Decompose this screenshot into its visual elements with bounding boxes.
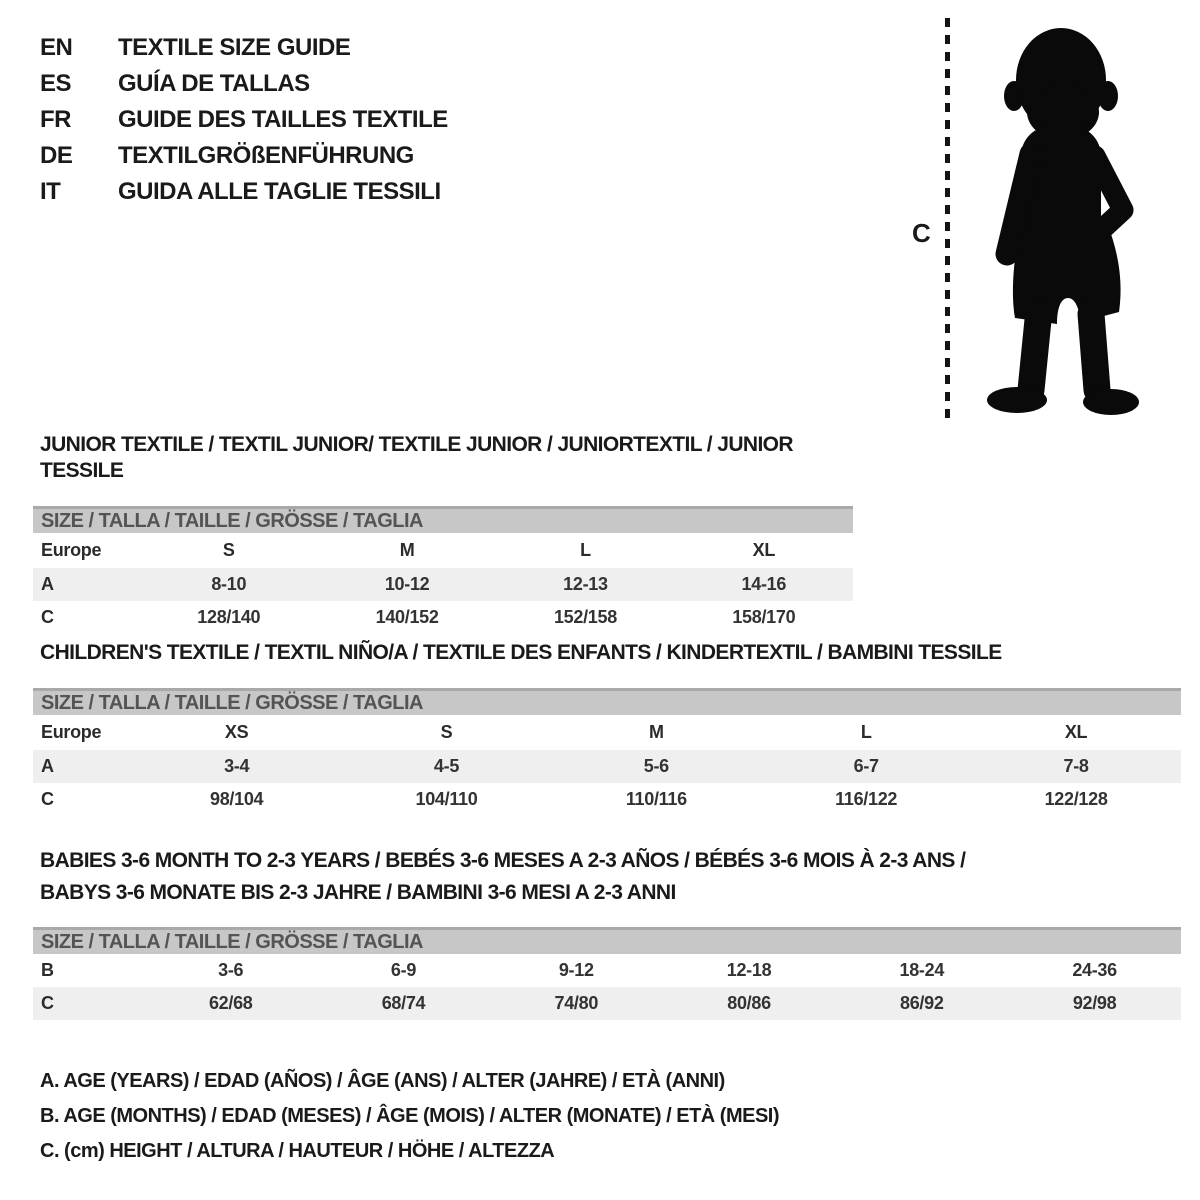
size-cell: 6-9 <box>390 960 417 980</box>
size-table <box>33 533 853 634</box>
section-title <box>40 845 1181 909</box>
size-cell: 110/116 <box>625 789 687 809</box>
row-label: C <box>41 789 54 809</box>
language-row <box>40 66 448 102</box>
toddler-silhouette-icon <box>973 14 1145 418</box>
measure-label-c: C <box>912 218 931 248</box>
height-measure-dashed-line <box>945 18 950 418</box>
size-cell: 122/128 <box>1044 789 1108 809</box>
language-code: ES <box>40 70 72 97</box>
size-cell: 24-36 <box>1072 960 1117 980</box>
size-cell: 68/74 <box>381 993 426 1013</box>
language-row <box>40 30 448 66</box>
size-column-header: XL <box>1064 722 1088 742</box>
section-title-line: CHILDREN'S TEXTILE / TEXTIL NIÑO/A / TEXTILE DES ENFANTS / KINDERTEXTIL / BAMBINI TESSILE <box>40 641 1002 664</box>
row-label: C <box>41 993 54 1013</box>
size-guide-title: TEXTILE SIZE GUIDE <box>118 34 351 61</box>
size-cell: 8-10 <box>211 574 247 594</box>
size-header-label: SIZE / TALLA / TAILLE / GRÖSSE / TAGLIA <box>41 509 423 532</box>
size-column-header: S <box>222 540 235 560</box>
size-cell: 86/92 <box>900 993 944 1013</box>
size-column-header: XS <box>224 722 249 742</box>
region-label: Europe <box>41 722 102 742</box>
size-column-header: L <box>860 722 872 742</box>
language-row <box>40 174 448 210</box>
size-header-label: SIZE / TALLA / TAILLE / GRÖSSE / TAGLIA <box>41 691 423 714</box>
size-header-bar <box>33 688 1181 715</box>
size-cell: 104/110 <box>415 789 478 809</box>
size-guide-title: GUIDA ALLE TAGLIE TESSILI <box>118 178 441 205</box>
size-table <box>33 954 1181 1020</box>
size-section <box>33 640 1181 816</box>
row-label: A <box>41 574 54 594</box>
table-header-row <box>33 715 1181 750</box>
legend-block <box>40 1064 779 1169</box>
legend-line: C. (cm) HEIGHT / ALTURA / HAUTEUR / HÖHE / ALTEZZA <box>40 1140 555 1162</box>
size-section <box>33 432 853 634</box>
size-cell: 9-12 <box>558 960 594 980</box>
language-row <box>40 138 448 174</box>
size-column-header: L <box>580 540 591 560</box>
language-code: IT <box>40 178 61 205</box>
table-header-row <box>33 533 853 568</box>
size-cell: 62/68 <box>208 993 253 1013</box>
size-cell: 158/170 <box>732 607 796 627</box>
region-label: Europe <box>41 540 102 560</box>
size-cell: 14-16 <box>741 574 787 594</box>
table-row <box>33 750 1181 783</box>
size-header-bar <box>33 506 853 533</box>
size-cell: 12-13 <box>563 574 608 594</box>
size-column-header: M <box>648 722 664 742</box>
size-cell: 116/122 <box>835 789 898 809</box>
size-column-header: XL <box>752 540 776 560</box>
size-cell: 152/158 <box>553 607 617 627</box>
size-cell: 18-24 <box>899 960 945 980</box>
size-cell: 12-18 <box>726 960 772 980</box>
legend-line: A. AGE (YEARS) / EDAD (AÑOS) / ÂGE (ANS) / ALTER (JAHRE) / ETÀ (ANNI) <box>40 1070 725 1092</box>
section-title-line: BABYS 3-6 MONATE BIS 2-3 JAHRE / BAMBINI 3-6 MESI A 2-3 ANNI <box>40 881 676 904</box>
table-row <box>33 954 1181 987</box>
size-cell: 5-6 <box>643 756 669 776</box>
language-code: FR <box>40 106 71 133</box>
section-title <box>40 432 853 484</box>
size-cell: 6-7 <box>853 756 879 776</box>
language-row <box>40 102 448 138</box>
size-guide-title: TEXTILGRÖßENFÜHRUNG <box>118 142 414 169</box>
size-cell: 80/86 <box>727 993 771 1013</box>
size-cell: 92/98 <box>1072 993 1117 1013</box>
language-code: DE <box>40 142 73 169</box>
language-code: EN <box>40 34 73 61</box>
size-cell: 10-12 <box>384 574 430 594</box>
size-cell: 74/80 <box>554 993 599 1013</box>
size-cell: 3-4 <box>224 756 250 776</box>
table-row <box>33 601 853 634</box>
size-column-header: S <box>440 722 453 742</box>
size-cell: 98/104 <box>210 789 264 809</box>
row-label: A <box>41 756 54 776</box>
table-row <box>33 987 1181 1020</box>
section-title-line: JUNIOR TEXTILE / TEXTIL JUNIOR/ TEXTILE JUNIOR / JUNIORTEXTIL / JUNIOR TESSILE <box>40 433 793 482</box>
size-table <box>33 715 1181 816</box>
size-cell: 7-8 <box>1063 756 1089 776</box>
size-guide-title: GUIDE DES TAILLES TEXTILE <box>118 106 448 133</box>
section-title <box>40 640 1181 666</box>
row-label: B <box>41 960 54 980</box>
size-section <box>33 845 1181 1020</box>
legend-line: B. AGE (MONTHS) / EDAD (MESES) / ÂGE (MOIS) / ALTER (MONATE) / ETÀ (MESI) <box>40 1105 780 1127</box>
size-header-bar <box>33 927 1181 954</box>
size-cell: 140/152 <box>375 607 439 627</box>
size-cell: 3-6 <box>218 960 244 980</box>
size-guide-title: GUÍA DE TALLAS <box>118 70 310 97</box>
table-row <box>33 568 853 601</box>
section-title-line: BABIES 3-6 MONTH TO 2-3 YEARS / BEBÉS 3-6 MESES A 2-3 AÑOS / BÉBÉS 3-6 MOIS À 2-3 ANS / <box>40 849 966 872</box>
size-cell: 128/140 <box>197 607 261 627</box>
table-row <box>33 783 1181 816</box>
size-header-label: SIZE / TALLA / TAILLE / GRÖSSE / TAGLIA <box>41 930 423 953</box>
language-title-block <box>40 30 448 210</box>
size-column-header: M <box>399 540 415 560</box>
size-cell: 4-5 <box>433 756 460 776</box>
row-label: C <box>41 607 54 627</box>
